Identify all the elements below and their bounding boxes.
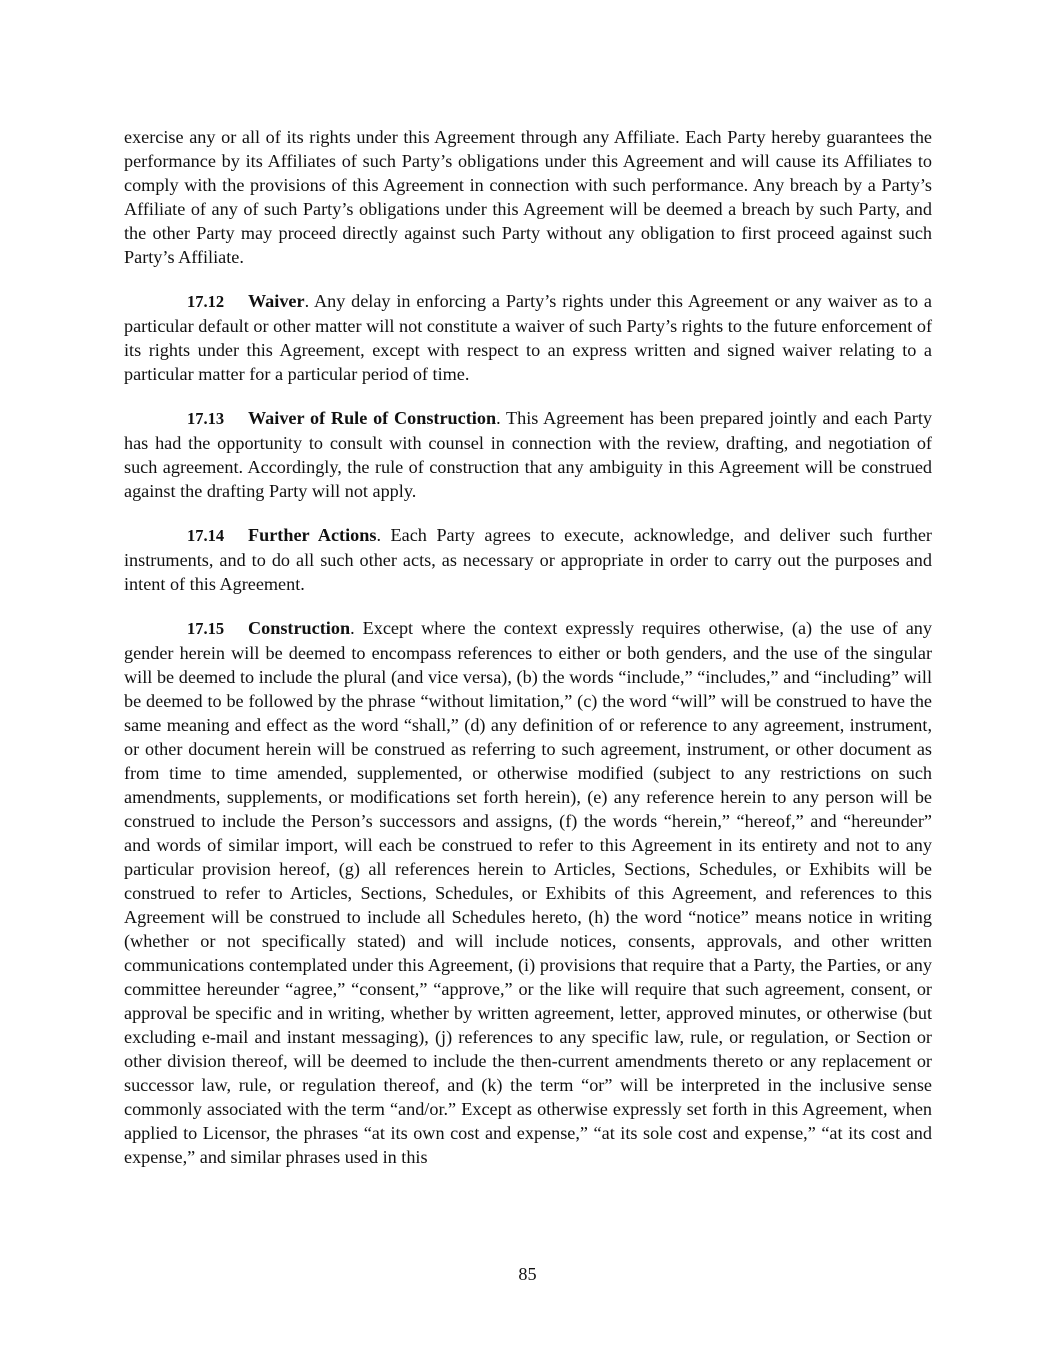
section-number: 17.13 — [187, 409, 225, 428]
section-17-13 — [124, 406, 932, 503]
section-number: 17.12 — [187, 292, 225, 311]
section-title: Waiver — [248, 291, 305, 311]
section-number: 17.15 — [187, 619, 225, 638]
section-title: Further Actions — [248, 525, 377, 545]
section-17-14 — [124, 523, 932, 596]
section-number: 17.14 — [187, 526, 225, 545]
section-title: Construction — [248, 618, 351, 638]
section-title: Waiver of Rule of Construction — [248, 408, 497, 428]
section-17-12 — [124, 289, 932, 386]
document-page — [124, 125, 932, 1189]
section-text: . Each Party agrees to execute, acknowledge, and deliver such further instruments, and to do all such other acts, as necessary or appropriate in order to carry out the purposes and intent of this Agreement. — [124, 525, 932, 594]
section-17-15 — [124, 616, 932, 1169]
section-text: . Except where the context expressly requires otherwise, (a) the use of any gender herein will be deemed to encompass references to either or both genders, and the use of the singular will be deemed to include the plural (and vice versa), (b) the words “include,” “includes,” and “including” will be deemed to be followed by the phrase “without limitation,” (c) the word “will” will be construed to have the same meaning and effect as the word “shall,” (d) any definition of or reference to any agreement, instrument, or other document herein will be construed as referring to such agreement, instrument, or other document as from time to time amended, supplemented, or otherwise modified (subject to any restrictions on such amendments, supplements, or modifications set forth herein), (e) any reference herein to any person will be construed to include the Person’s successors and assigns, (f) the words “herein,” “hereof,” and “hereunder” and words of similar import, will each be construed to refer to this Agreement in its entirety and not to any particular provision hereof, (g) all references herein to Articles, Sections, Schedules, or Exhibits will be construed to refer to Articles, Sections, Schedules, or Exhibits of this Agreement, and references to this Agreement will be construed to include all Schedules hereto, (h) the word “notice” means notice in writing (whether or not specifically stated) and will include notices, consents, approvals, and other written communications contemplated under this Agreement, (i) provisions that require that a Party, the Parties, or any committee hereunder “agree,” “consent,” “approve,” or the like will require that such agreement, consent, or approval be specific and in writing, whether by written agreement, letter, approved minutes, or otherwise (but excluding e-mail and instant messaging), (j) references to any specific law, rule, or regulation, or Section or other division thereof, will be deemed to include the then-current amendments thereto or any replacement or successor law, rule, or regulation thereof, and (k) the term “or” will be interpreted in the inclusive sense commonly associated with the term “and/or.” Except as otherwise expressly set forth in this Agreement, when applied to Licensor, the phrases “at its own cost and expense,” “at its sole cost and expense,” “at its cost and expense,” and similar phrases used in this — [124, 618, 932, 1167]
page-number: 85 — [518, 1264, 537, 1284]
continuation-paragraph: exercise any or all of its rights under this Agreement through any Affiliate. Each Party hereby guarantees the performance by its Affiliates of such Party’s obligations under this Agreement and will cause its Affiliates to comply with the provisions of this Agreement in connection with such performance. Any breach by a Party’s Affiliate of any of such Party’s obligations under this Agreement will be deemed a breach by such Party, and the other Party may proceed directly against such Party without any obligation to first proceed against such Party’s Affiliate. — [124, 127, 932, 267]
section-text: . This Agreement has been prepared jointly and each Party has had the opportunity to consult with counsel in connection with the review, drafting, and negotiation of such agreement. Accordingly, the rule of construction that any ambiguity in this Agreement will be construed against the drafting Party will not apply. — [124, 408, 932, 501]
section-text: . Any delay in enforcing a Party’s rights under this Agreement or any waiver as to a particular default or other matter will not constitute a waiver of such Party’s rights to the future enforcement of its rights under this Agreement, except with respect to an express written and signed waiver relating to a particular matter for a particular period of time. — [124, 291, 932, 384]
